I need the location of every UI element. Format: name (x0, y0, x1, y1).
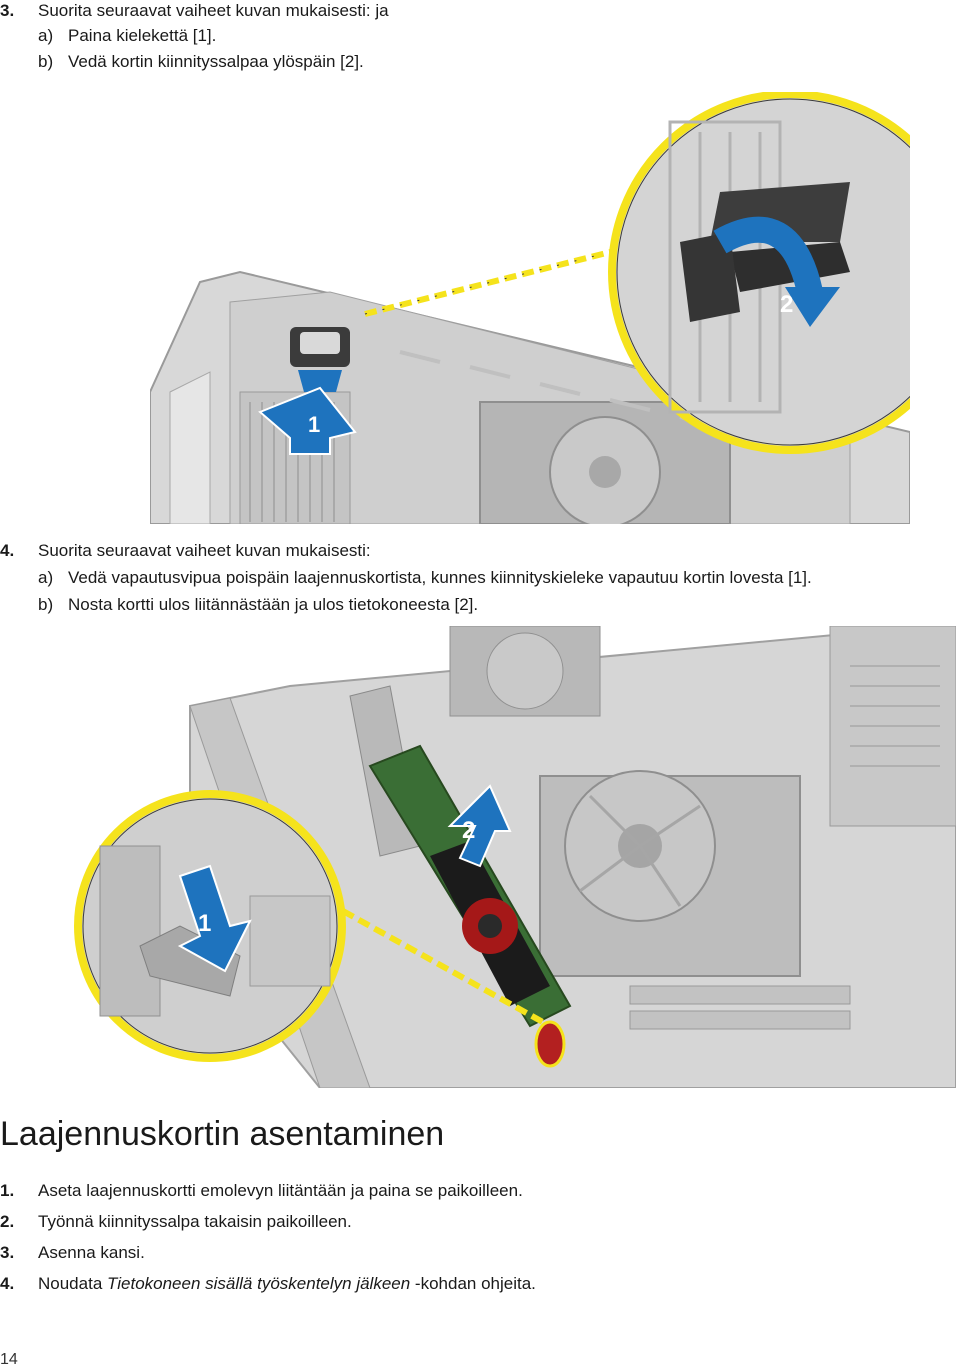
callout-label: 2 (780, 291, 794, 318)
callout-label: 1 (308, 412, 321, 437)
step-text: Suorita seuraavat vaiheet kuvan mukaisesti: ja (38, 1, 389, 20)
section-title: Laajennuskortin asentaminen (0, 1115, 445, 1153)
step-number: 2. (0, 1212, 15, 1231)
figure-remove-card (70, 626, 956, 1088)
figure-expansion-latch (150, 92, 910, 524)
substep-text: Vedä vapautusvipua poispäin laajennuskortista, kunnes kiinnityskieleke vapautuu kortin lovesta [1]. (68, 568, 812, 587)
substep-text: Vedä kortin kiinnityssalpaa ylöspäin [2]. (68, 52, 364, 71)
callout-label: 2 (462, 817, 476, 844)
step-text: Aseta laajennuskortti emolevyn liitäntään ja paina se paikoilleen. (38, 1181, 523, 1200)
callout-label: 1 (198, 910, 212, 937)
step-number: 4. (0, 541, 15, 560)
step-text: Noudata Tietokoneen sisällä työskentelyn jälkeen -kohdan ohjeita. (38, 1274, 536, 1293)
step-number: 1. (0, 1181, 15, 1200)
step-text: Työnnä kiinnityssalpa takaisin paikoilleen. (38, 1212, 352, 1231)
substep-label: b) (38, 595, 54, 614)
step-number: 3. (0, 1243, 15, 1262)
step-number: 3. (0, 1, 15, 20)
substep-label: b) (38, 52, 54, 71)
substep-label: a) (38, 26, 54, 45)
substep-label: a) (38, 568, 54, 587)
step-text: Asenna kansi. (38, 1243, 145, 1262)
page-number: 14 (0, 1351, 18, 1368)
step-text: Suorita seuraavat vaiheet kuvan mukaisesti: (38, 541, 371, 560)
step-number: 4. (0, 1274, 15, 1293)
substep-text: Nosta kortti ulos liitännästään ja ulos tietokoneesta [2]. (68, 595, 479, 614)
substep-text: Paina kielekettä [1]. (68, 26, 217, 45)
cross-reference: Tietokoneen sisällä työskentelyn jälkeen (107, 1274, 411, 1293)
